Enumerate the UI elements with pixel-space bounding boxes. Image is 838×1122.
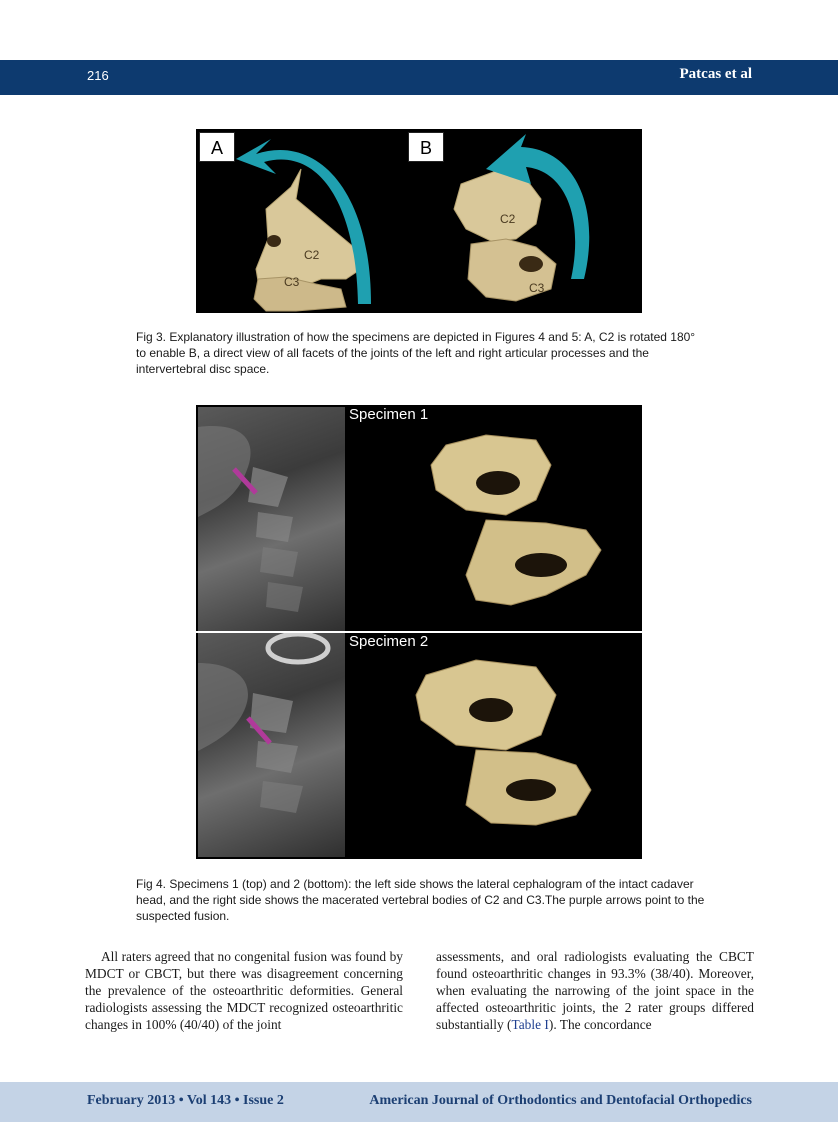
vertebra-b-foramen xyxy=(519,256,543,272)
figure-3-caption: Fig 3. Explanatory illustration of how the specimens are depicted in Figures 4 and 5: A, C2 is rotated 180° to enable B, a direct view of all facets of the joints of the left and right articular processes and the intervertebral disc space. xyxy=(136,330,696,376)
header-bar xyxy=(0,60,838,95)
body-column-left-text: All raters agreed that no congenital fusion was found by MDCT or CBCT, but there was disagreement concerning the prevalence of the osteoarthritic deformities. General radiologists assessing the MDCT recognized osteoarthritic changes in 100% (40/40) of the joint xyxy=(85,949,403,1032)
body-column-right-text-2: ). The concordance xyxy=(548,1017,652,1032)
footer-journal-name: American Journal of Orthodontics and Dentofacial Orthopedics xyxy=(369,1093,752,1108)
body-column-right-text-1: assessments, and oral radiologists evaluating the CBCT found osteoarthritic changes in 93.3% (38/40). Moreover, when evaluating the narrowing of the joint space in the affected osteoarthritic joints, the 2 rater groups differed substantially ( xyxy=(436,949,754,1032)
page-number: 216 xyxy=(87,68,109,83)
footer-bar xyxy=(0,1082,838,1122)
label-b-c3: C3 xyxy=(529,281,545,295)
specimen-1-label: Specimen 1 xyxy=(349,406,429,423)
label-b-c2: C2 xyxy=(500,212,516,226)
figure-4-caption: Fig 4. Specimens 1 (top) and 2 (bottom): the left side shows the lateral cephalogram of the intact cadaver head, and the right side shows the macerated vertebral bodies of C2 and C3.The purple arrows point to the suspected fusion. xyxy=(136,877,705,923)
figure-4-image xyxy=(196,405,642,859)
panel-label-a: A xyxy=(199,132,235,162)
body-column-right xyxy=(436,948,754,1033)
xray-specimen-1-drawing xyxy=(198,407,345,631)
figure-3-image xyxy=(196,129,642,313)
xray-specimen-2 xyxy=(198,633,345,857)
label-a-c3: C3 xyxy=(284,275,300,289)
body-column-left xyxy=(85,948,403,1033)
running-head: Patcas et al xyxy=(679,66,752,82)
vertebra-a-c3-shape xyxy=(254,277,346,311)
table-i-link[interactable]: Table I xyxy=(511,1017,549,1032)
xray-specimen-1 xyxy=(198,407,345,631)
xray-specimen-2-drawing xyxy=(198,633,345,857)
specimen-2-label: Specimen 2 xyxy=(349,633,429,650)
vertebra-a-foramen xyxy=(267,235,281,247)
label-a-c2: C2 xyxy=(304,248,320,262)
panel-label-b: B xyxy=(408,132,444,162)
footer-issue-info: February 2013 • Vol 143 • Issue 2 xyxy=(87,1093,284,1108)
